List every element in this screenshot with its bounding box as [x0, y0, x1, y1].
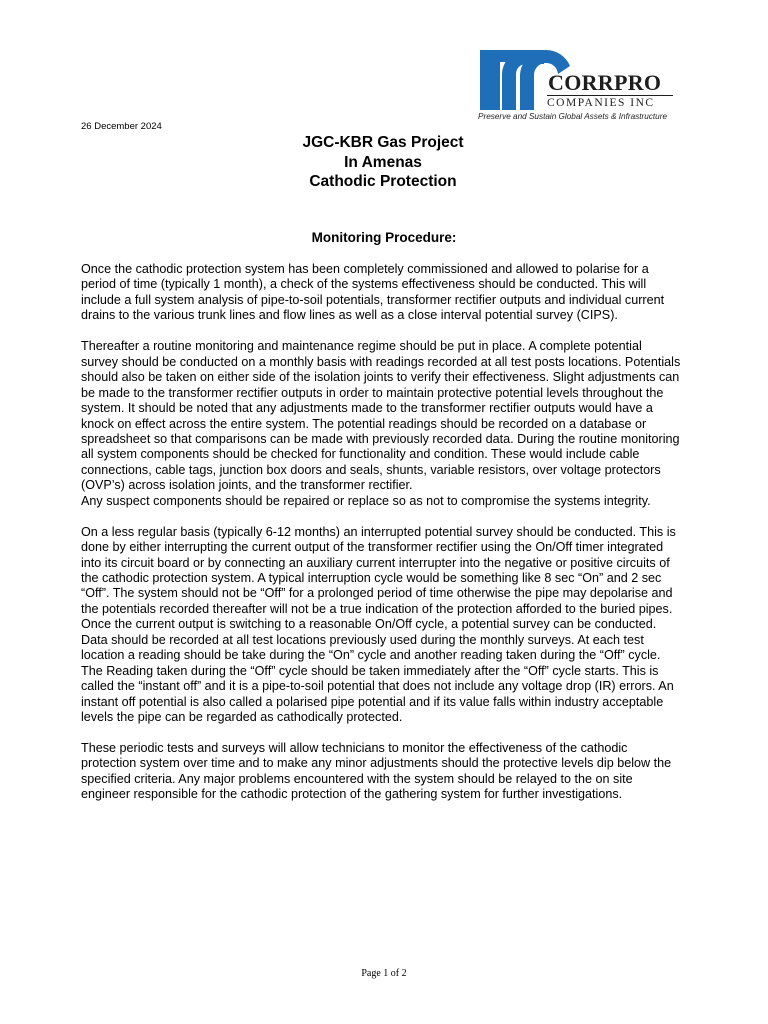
page-number: Page 1 of 2: [361, 968, 407, 979]
document-date: 26 December 2024: [81, 121, 162, 132]
body-paragraph: [81, 339, 681, 509]
logo-tagline: Preserve and Sustain Global Assets & Infrastructure: [478, 112, 668, 121]
title-line: In Amenas: [344, 153, 422, 171]
company-logo: [475, 42, 675, 124]
title-line: Cathodic Protection: [309, 173, 457, 190]
paragraph-text: On a less regular basis (typically 6-12 months) an interrupted potential survey should be conducted. This is done by either interrupting the current output of the transformer rectifier using the On/Off timer integrated into its circuit board or by connecting an auxiliary current interrupter into the negative or positive circuits of the cathodic protection system. A typical interruption cycle would be something like 8 sec “On” and 2 sec “Off”. The system should not be “Off” for a prolonged period of time otherwise the pipe may depolarise and the potentials recorded thereafter will not be a true indication of the protection afforded to the buried pipes. Once the current output is switching to a reasonable On/Off cycle, a potential survey can be conducted. Data should be recorded at all test locations previously used during the monthly surveys. At each test location a reading should be take during the “On” cycle and another reading taken during the “Off” cycle. The Reading taken during the “Off” cycle should be taken immediately after the “Off” cycle starts. This is called the “instant off” and it is a pipe-to-soil potential that does not include any voltage drop (IR) errors. An instant off potential is also called a polarised pipe potential and if its value falls within industry acceptable levels the pipe can be regarded as cathodically protected.: [81, 524, 676, 725]
paragraph-text: These periodic tests and surveys will allow technicians to monitor the effectiveness of the cathodic protection system over time and to make any minor adjustments should the protective levels dip below the specified criteria. Any major problems encountered with the system should be relayed to the on site engineer responsible for the cathodic protection of the gathering system for further investigations.: [81, 741, 672, 802]
body-paragraph: [81, 741, 681, 803]
section-heading: Monitoring Procedure:: [311, 230, 457, 245]
paragraph-text: Thereafter a routine monitoring and maintenance regime should be put in place. A complete potential survey should be conducted on a monthly basis with readings recorded at all test posts locations. Potentials should also be taken on either side of the isolation joints to verify their effectiveness. Slight adjustments can be made to the transformer rectifier outputs in order to maintain protective potential levels throughout the system. It should be noted that any adjustments made to the transformer rectifier outputs would have a knock on effect across the entire system. The potential readings should be recorded on a database or spreadsheet so that comparisons can be made with previously recorded data. During the routine monitoring all system components should be checked for functionality and condition. These would include cable connections, cable tags, junction box doors and seals, shunts, variable resistors, over voltage protectors (OVP’s) across isolation joints, and the transformer rectifier. Any suspect components should be repaired or replace so as not to compromise the systems integrity.: [81, 339, 681, 508]
paragraph-text: Once the cathodic protection system has been completely commissioned and allowed to polarise for a period of time (typically 1 month), a check of the systems effectiveness should be conducted. This will include a full system analysis of pipe-to-soil potentials, transformer rectifier outputs and individual current drains to the various trunk lines and flow lines as well as a close interval potential survey (CIPS).: [81, 262, 665, 323]
body-paragraph: [81, 262, 681, 324]
logo-subtitle: COMPANIES INC: [547, 97, 655, 109]
logo-divider: [547, 95, 673, 96]
document-body: [81, 262, 681, 818]
title-line: JGC-KBR Gas Project: [302, 134, 464, 151]
document-title: [0, 133, 768, 192]
logo-company-name: CORRPRO: [548, 70, 662, 95]
body-paragraph: [81, 525, 681, 726]
